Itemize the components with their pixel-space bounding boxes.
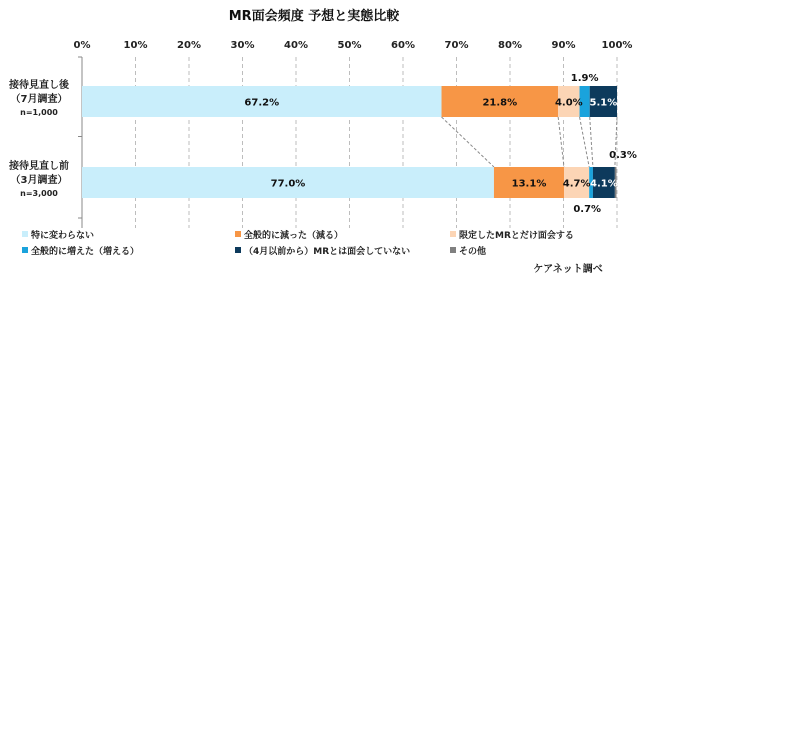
data-label: 4.7%	[562, 178, 591, 190]
data-label: 13.1%	[511, 178, 547, 190]
legend-swatch	[235, 247, 241, 253]
x-tick-label: 50%	[337, 40, 362, 51]
data-label: 4.0%	[554, 97, 583, 109]
x-tick-label: 0%	[73, 40, 91, 51]
category-sample-size: n=1,000	[20, 108, 58, 117]
legend-swatch	[235, 231, 241, 237]
data-label: 67.2%	[244, 97, 280, 109]
data-label: 4.1%	[590, 178, 618, 190]
legend-item	[235, 245, 410, 257]
chart-title: MR面会頻度 予想と実態比較	[228, 9, 400, 24]
legend-item	[22, 245, 139, 257]
x-tick-label: 30%	[230, 40, 255, 51]
x-axis-ticks	[74, 40, 633, 51]
category-label-line1: 接待見直し前	[9, 161, 69, 172]
legend	[22, 229, 574, 257]
x-tick-label: 70%	[444, 40, 469, 51]
legend-swatch	[22, 231, 28, 237]
grid-lines	[78, 57, 617, 228]
legend-label: 限定したMRとだけ面会する	[459, 231, 574, 241]
legend-swatch	[450, 231, 456, 237]
data-label: 77.0%	[270, 178, 306, 190]
x-tick-label: 10%	[123, 40, 148, 51]
category-label-line1: 接待見直し後	[9, 80, 69, 91]
x-tick-label: 60%	[391, 40, 415, 51]
legend-label: その他	[459, 247, 487, 257]
data-label: 21.8%	[482, 97, 518, 109]
source-note: ケアネット調べ	[533, 264, 603, 275]
x-tick-label: 20%	[177, 40, 201, 51]
category-sample-size: n=3,000	[20, 189, 58, 198]
series-connector-lines	[442, 117, 617, 167]
legend-swatch	[450, 247, 456, 253]
data-label: 5.1%	[589, 97, 618, 109]
category-label-line2: （3月調査）	[10, 175, 68, 186]
data-label: 0.3%	[609, 150, 637, 161]
legend-item	[450, 229, 574, 241]
legend-label: 特に変わらない	[31, 231, 95, 241]
data-label: 1.9%	[570, 73, 599, 84]
legend-label: （4月以前から）MRとは面会していない	[244, 247, 411, 257]
data-label: 0.7%	[573, 204, 602, 215]
x-tick-label: 80%	[498, 40, 522, 51]
legend-label: 全般的に減った（減る）	[244, 231, 344, 241]
category-label-line2: （7月調査）	[10, 94, 68, 105]
series-connector-line	[590, 117, 593, 167]
category-labels	[8, 78, 70, 198]
x-tick-label: 100%	[601, 40, 633, 51]
x-tick-label: 90%	[551, 40, 576, 51]
legend-swatch	[22, 247, 28, 253]
x-tick-label: 40%	[284, 40, 308, 51]
legend-item	[450, 245, 486, 257]
legend-item	[235, 229, 343, 241]
series-connector-line	[442, 117, 494, 167]
series-connector-line	[580, 117, 590, 167]
legend-label: 全般的に増えた（増える）	[31, 247, 140, 257]
legend-item	[22, 229, 94, 241]
